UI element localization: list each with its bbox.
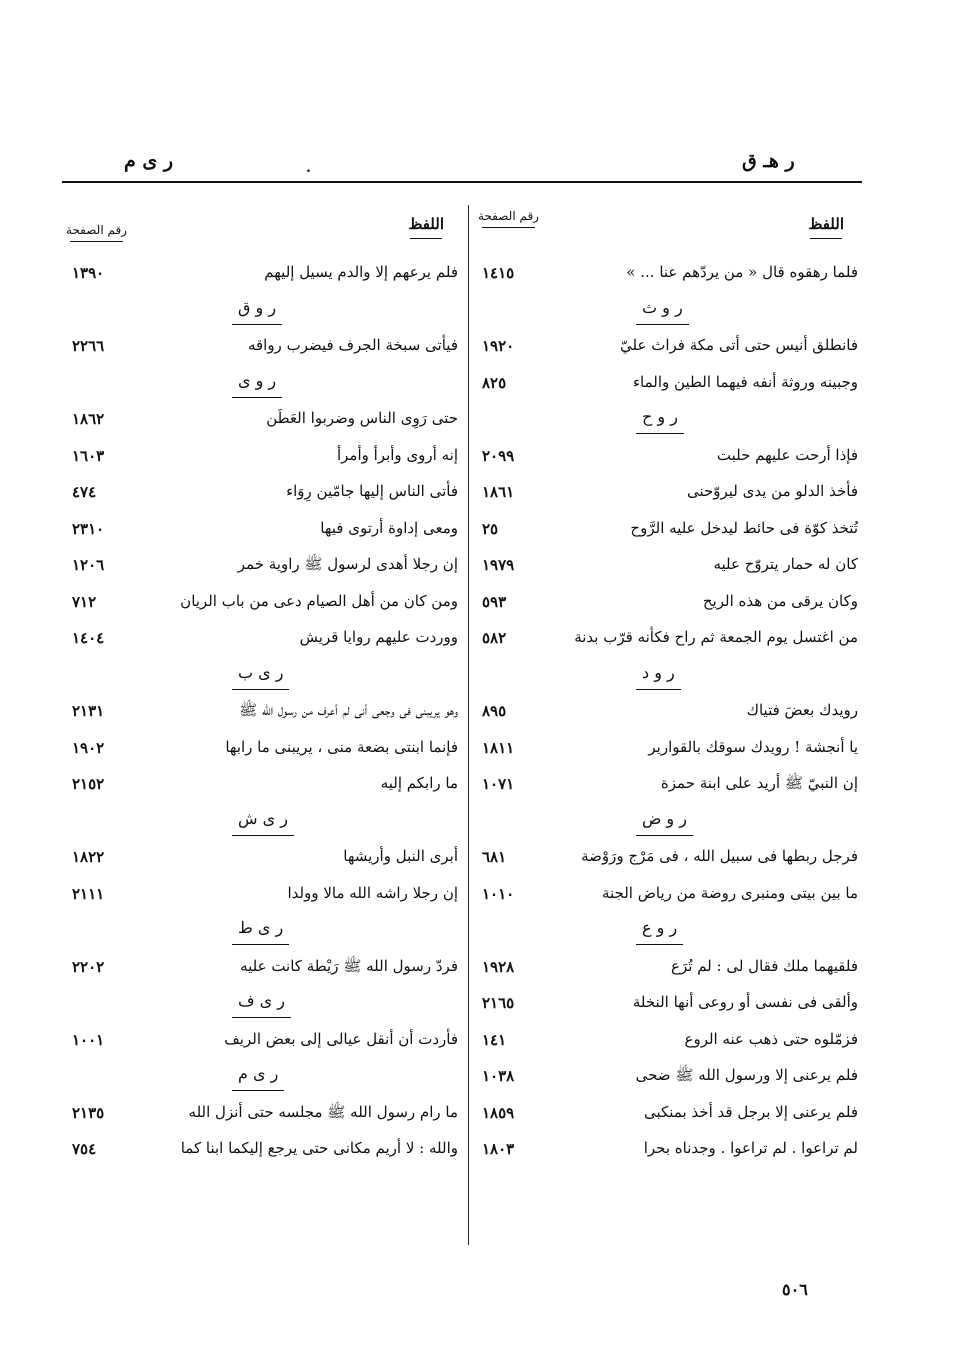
entry-page-number: ٧١٢ <box>72 592 97 611</box>
entry-list <box>62 257 462 1170</box>
column-header-page: رقم الصفحة <box>66 223 127 237</box>
root-heading <box>62 294 462 331</box>
index-entry <box>62 732 462 769</box>
entry-page-number: ١٨١١ <box>482 738 515 757</box>
entry-list <box>472 257 862 1170</box>
running-head-left: ر ى م <box>124 150 174 172</box>
index-entry <box>472 695 862 732</box>
entry-page-number: ١٤٠٤ <box>72 629 105 647</box>
root-heading <box>62 367 462 404</box>
entry-phrase: وألقى فى نفسى أو روعى أنها النخلة <box>632 993 858 1011</box>
root-heading <box>472 805 862 842</box>
entry-phrase: ما بين بيتى ومنبرى روضة من رياض الجنة <box>601 883 858 902</box>
entry-page-number: ١٠٠١ <box>72 1030 105 1049</box>
entry-phrase: إن رجلا أهدى لرسول ﷺ راوية خمر <box>237 555 458 573</box>
entry-phrase: يا أنجشة ! رويدك سوقك بالقوارير <box>648 737 858 756</box>
index-entry <box>62 1097 462 1134</box>
entry-page-number: ٨٢٥ <box>482 373 507 392</box>
entry-page-number: ٢١٣٥ <box>72 1103 105 1122</box>
index-entry <box>62 513 462 550</box>
entry-phrase: تُتخذ كوّة فى حائط ليدخل عليه الرَّوح <box>630 518 858 537</box>
entry-page-number: ٢١٦٥ <box>482 994 515 1012</box>
index-entry <box>472 476 862 513</box>
left-column <box>62 205 462 1170</box>
entry-phrase: والله : لا أريم مكانى حتى يرجع إليكما ابنا كما <box>180 1139 458 1157</box>
index-entry <box>62 695 462 732</box>
entry-page-number: ١٩٧٩ <box>482 556 515 574</box>
entry-page-number: ١٨٢٢ <box>72 848 105 866</box>
entry-phrase: رويدك بعضَ فتياك <box>746 701 858 719</box>
index-entry <box>62 549 462 586</box>
entry-phrase: فانطلق أنيس حتى أتى مكة فراث عليّ <box>620 336 858 354</box>
entry-phrase: فإنما ابنتى بضعة منى ، يريبنى ما رابها <box>225 737 458 756</box>
running-head-right: ر هـ ق <box>742 150 795 172</box>
entry-phrase: فلم يرعهم إلا والدم يسيل إليهم <box>264 263 458 281</box>
column-divider <box>468 205 469 1245</box>
entry-page-number: ١٨٦٢ <box>72 410 105 428</box>
root-letters: ر و ق <box>238 297 277 317</box>
entry-phrase: فأتى الناس إليها جامّين رِوَاء <box>286 482 458 500</box>
root-heading <box>472 403 862 440</box>
entry-page-number: ١٠٧١ <box>482 775 515 793</box>
entry-phrase: لم تراعوا . لم تراعوا . وجدناه بحرا <box>643 1139 858 1157</box>
index-entry <box>472 586 862 623</box>
entry-phrase: حتى رَوِى الناس وضربوا العَطَن <box>266 409 458 427</box>
entry-phrase: فأخذ الدلو من يدى ليروّحنى <box>686 482 858 500</box>
index-entry <box>472 622 862 659</box>
top-rule <box>62 181 862 183</box>
index-entry <box>62 1024 462 1061</box>
index-entry <box>472 1133 862 1170</box>
root-heading <box>62 914 462 951</box>
entry-phrase: إن رجلا راشه الله مالا وولدا <box>287 883 458 902</box>
entry-phrase: فلم يرعنى إلا ورسول الله ﷺ ضحى <box>635 1066 858 1084</box>
entry-phrase: فأردت أن أنقل عيالى إلى بعض الريف <box>224 1029 458 1048</box>
index-entry <box>62 476 462 513</box>
index-entry <box>62 768 462 805</box>
entry-phrase: إن النبيّ ﷺ أريد على ابنة حمزة <box>660 774 858 792</box>
entry-page-number: ٢٥ <box>482 519 499 538</box>
entry-page-number: ٥٩٣ <box>482 592 507 611</box>
root-heading <box>472 659 862 696</box>
index-entry <box>472 440 862 477</box>
entry-page-number: ١٠١٠ <box>482 884 515 903</box>
root-heading <box>472 294 862 331</box>
entry-page-number: ١٩٠٢ <box>72 738 105 757</box>
column-header <box>472 205 862 257</box>
entry-page-number: ١٢٠٦ <box>72 556 105 574</box>
root-letters: ر ى م <box>238 1064 279 1083</box>
entry-phrase: فيأتى سبخة الجرف فيضرب رواقه <box>247 336 458 354</box>
index-entry <box>472 951 862 988</box>
entry-phrase: وهو يريبنى فى وجعى أنى لم أعرف من رسول الله ﷺ <box>239 701 458 719</box>
column-header <box>62 205 462 257</box>
index-entry <box>62 440 462 477</box>
entry-page-number: ٢١٣١ <box>72 702 105 720</box>
entry-page-number: ١٤١٥ <box>482 264 515 282</box>
right-column <box>472 205 862 1170</box>
index-entry <box>472 330 862 367</box>
index-entry <box>62 622 462 659</box>
index-entry <box>62 403 462 440</box>
index-entry <box>472 732 862 769</box>
entry-page-number: ١٠٣٨ <box>482 1067 515 1085</box>
index-entry <box>472 1097 862 1134</box>
index-entry <box>472 549 862 586</box>
root-letters: ر ى ب <box>238 662 284 682</box>
entry-phrase: ما رابكم إليه <box>380 774 458 792</box>
entry-phrase: ووردت عليهم روايا قريش <box>299 628 458 646</box>
root-letters: ر ى ط <box>238 918 284 937</box>
root-heading <box>62 1060 462 1097</box>
root-letters: ر و ى <box>238 370 277 390</box>
entry-page-number: ٢١١١ <box>72 884 105 903</box>
root-heading <box>472 914 862 951</box>
entry-phrase: ومعى إداوة أرتوى فيها <box>320 518 458 537</box>
root-letters: ر و ث <box>642 297 683 317</box>
index-entry <box>472 513 862 550</box>
entry-phrase: وكان يرقى من هذه الريح <box>702 591 858 610</box>
root-letters: ر و د <box>642 662 675 682</box>
entry-phrase: فردّ رسول الله ﷺ رَيْطة كانت عليه <box>240 956 458 975</box>
index-entry <box>62 257 462 294</box>
root-letters: ر و ح <box>642 407 678 426</box>
entry-page-number: ٥٨٢ <box>482 629 507 647</box>
root-heading <box>62 987 462 1024</box>
index-entry <box>472 987 862 1024</box>
entry-page-number: ١٨٦١ <box>482 483 515 501</box>
page-number: ٥٠٦ <box>782 1280 808 1299</box>
entry-page-number: ٨٩٥ <box>482 702 507 720</box>
entry-phrase: فلم يرعنى إلا برجل قد أخذ بمنكبى <box>643 1102 858 1121</box>
root-letters: ر ى ش <box>238 808 288 828</box>
entry-phrase: إنه أروى وأبرأ وأمرأ <box>336 445 458 464</box>
entry-phrase: ومن كان من أهل الصيام دعى من باب الريان <box>180 591 458 610</box>
entry-page-number: ٧٥٤ <box>72 1140 97 1158</box>
entry-page-number: ١٤١ <box>482 1030 507 1049</box>
index-entry <box>472 257 862 294</box>
root-letters: ر ى ف <box>238 991 286 1010</box>
column-header-word: اللفظ <box>408 215 444 233</box>
index-entry <box>62 951 462 988</box>
root-heading <box>62 659 462 696</box>
entry-page-number: ١٩٢٠ <box>482 337 515 355</box>
entry-page-number: ١٩٢٨ <box>482 957 515 976</box>
root-letters: ر و ض <box>642 808 687 828</box>
column-header-page: رقم الصفحة <box>478 209 539 223</box>
index-entry <box>62 878 462 915</box>
entry-page-number: ١٨٥٩ <box>482 1103 515 1122</box>
entry-page-number: ١٦٠٣ <box>72 446 105 465</box>
column-header-word: اللفظ <box>808 215 844 233</box>
index-entry <box>472 878 862 915</box>
index-entry <box>472 841 862 878</box>
entry-phrase: أبرى النبل وأريشها <box>343 847 458 865</box>
index-entry <box>472 367 862 404</box>
index-entry <box>62 330 462 367</box>
entry-page-number: ١٣٩٠ <box>72 264 105 282</box>
entry-page-number: ١٨٠٣ <box>482 1140 515 1158</box>
entry-phrase: فإذا أرحت عليهم حلبت <box>716 445 858 464</box>
root-letters: ر و ع <box>642 918 678 937</box>
entry-phrase: فلقيهما ملك فقال لى : لم تُرَع <box>671 956 858 975</box>
entry-phrase: فرجل ربطها فى سبيل الله ، فى مَرْج ورَوْضة <box>581 847 858 865</box>
entry-phrase: ما رام رسول الله ﷺ مجلسه حتى أنزل الله <box>188 1102 458 1121</box>
running-head-dot: . <box>306 160 311 176</box>
index-entry <box>62 1133 462 1170</box>
entry-phrase: كان له حمار يتروّح عليه <box>713 555 858 573</box>
entry-phrase: فزمّلوه حتى ذهب عنه الروع <box>684 1029 858 1048</box>
index-entry <box>472 768 862 805</box>
entry-phrase: فلما رهقوه قال « من يردّهم عنا ... » <box>626 263 858 281</box>
index-entry <box>62 841 462 878</box>
entry-page-number: ٤٧٤ <box>72 483 97 501</box>
entry-page-number: ٢٠٩٩ <box>482 446 515 465</box>
root-heading <box>62 805 462 842</box>
index-entry <box>62 586 462 623</box>
index-entry <box>472 1060 862 1097</box>
entry-page-number: ٢١٥٢ <box>72 775 105 793</box>
entry-phrase: من اغتسل يوم الجمعة ثم راح فكأنه قرّب بدنة <box>574 628 858 646</box>
entry-page-number: ٢٢٠٢ <box>72 957 105 976</box>
entry-phrase: وجبينه وروثة أنفه فيهما الطين والماء <box>632 372 858 391</box>
entry-page-number: ٢٣١٠ <box>72 519 105 538</box>
index-entry <box>472 1024 862 1061</box>
entry-page-number: ٢٢٦٦ <box>72 337 105 355</box>
entry-page-number: ٦٨١ <box>482 848 507 866</box>
